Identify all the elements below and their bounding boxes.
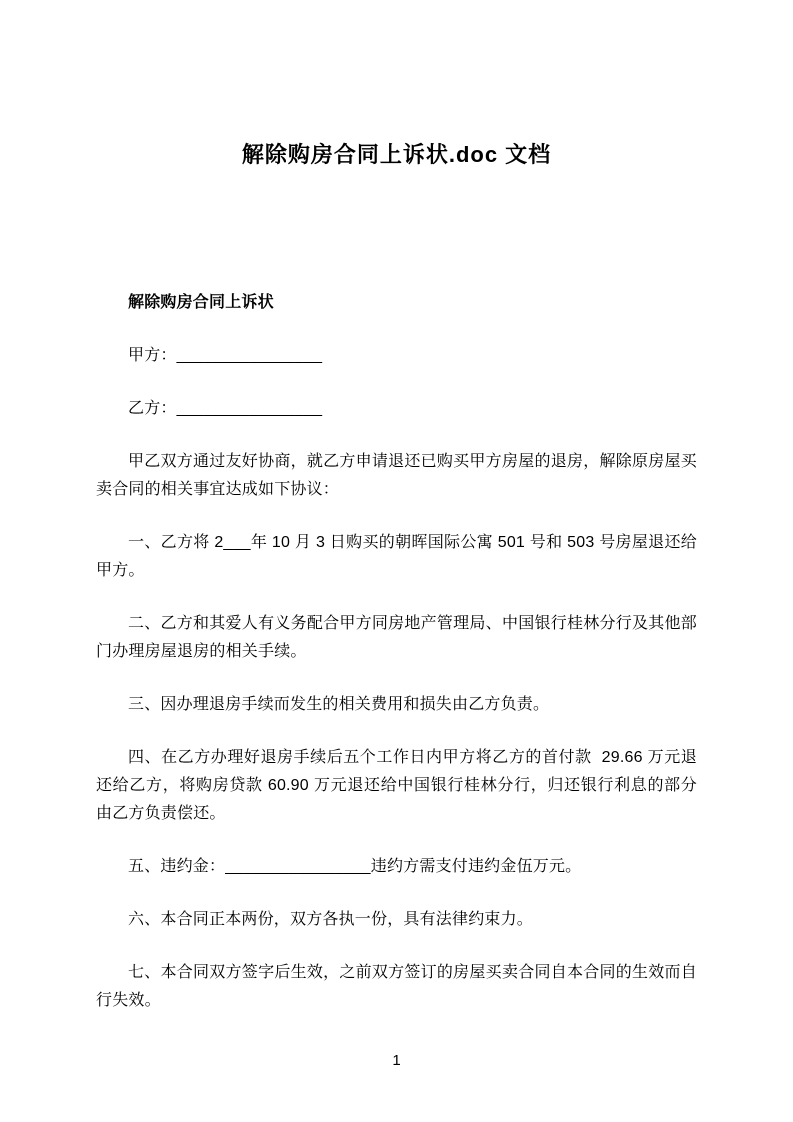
clause-item-1: 一、乙方将 2___年 10 月 3 日购买的朝晖国际公寓 501 号和 503 号房屋退还给甲方。 — [96, 534, 697, 579]
party-a-line: 甲方：________________ — [128, 347, 323, 364]
clause-item-6: 六、本合同正本两份，双方各执一份，具有法律约束力。 — [128, 911, 534, 928]
document-body — [96, 289, 697, 1040]
page-number: 1 — [392, 1052, 401, 1069]
document-title: 解除购房合同上诉状.doc 文档 — [241, 142, 552, 167]
clause-item-5: 五、违约金：________________违约方需支付违约金伍万元。 — [128, 858, 582, 875]
party-b-line: 乙方：________________ — [128, 400, 323, 417]
clause-item-3: 三、因办理退房手续而发生的相关费用和损失由乙方负责。 — [128, 696, 550, 713]
clause-item-7: 七、本合同双方签字后生效，之前双方签订的房屋买卖合同自本合同的生效而自行失效。 — [96, 964, 697, 1009]
intro-paragraph: 甲乙双方通过友好协商，就乙方申请退还已购买甲方房屋的退房，解除原房屋买卖合同的相关事宜达成如下协议： — [96, 453, 697, 498]
clause-item-4: 四、在乙方办理好退房手续后五个工作日内甲方将乙方的首付款 29.66 万元退还给乙方，将购房贷款 60.90 万元退还给中国银行桂林分行，归还银行利息的部分由乙方负责偿还。 — [96, 749, 697, 822]
section-heading: 解除购房合同上诉状 — [128, 294, 274, 311]
clause-item-2: 二、乙方和其爱人有义务配合甲方同房地产管理局、中国银行桂林分行及其他部门办理房屋退房的相关手续。 — [96, 615, 697, 660]
